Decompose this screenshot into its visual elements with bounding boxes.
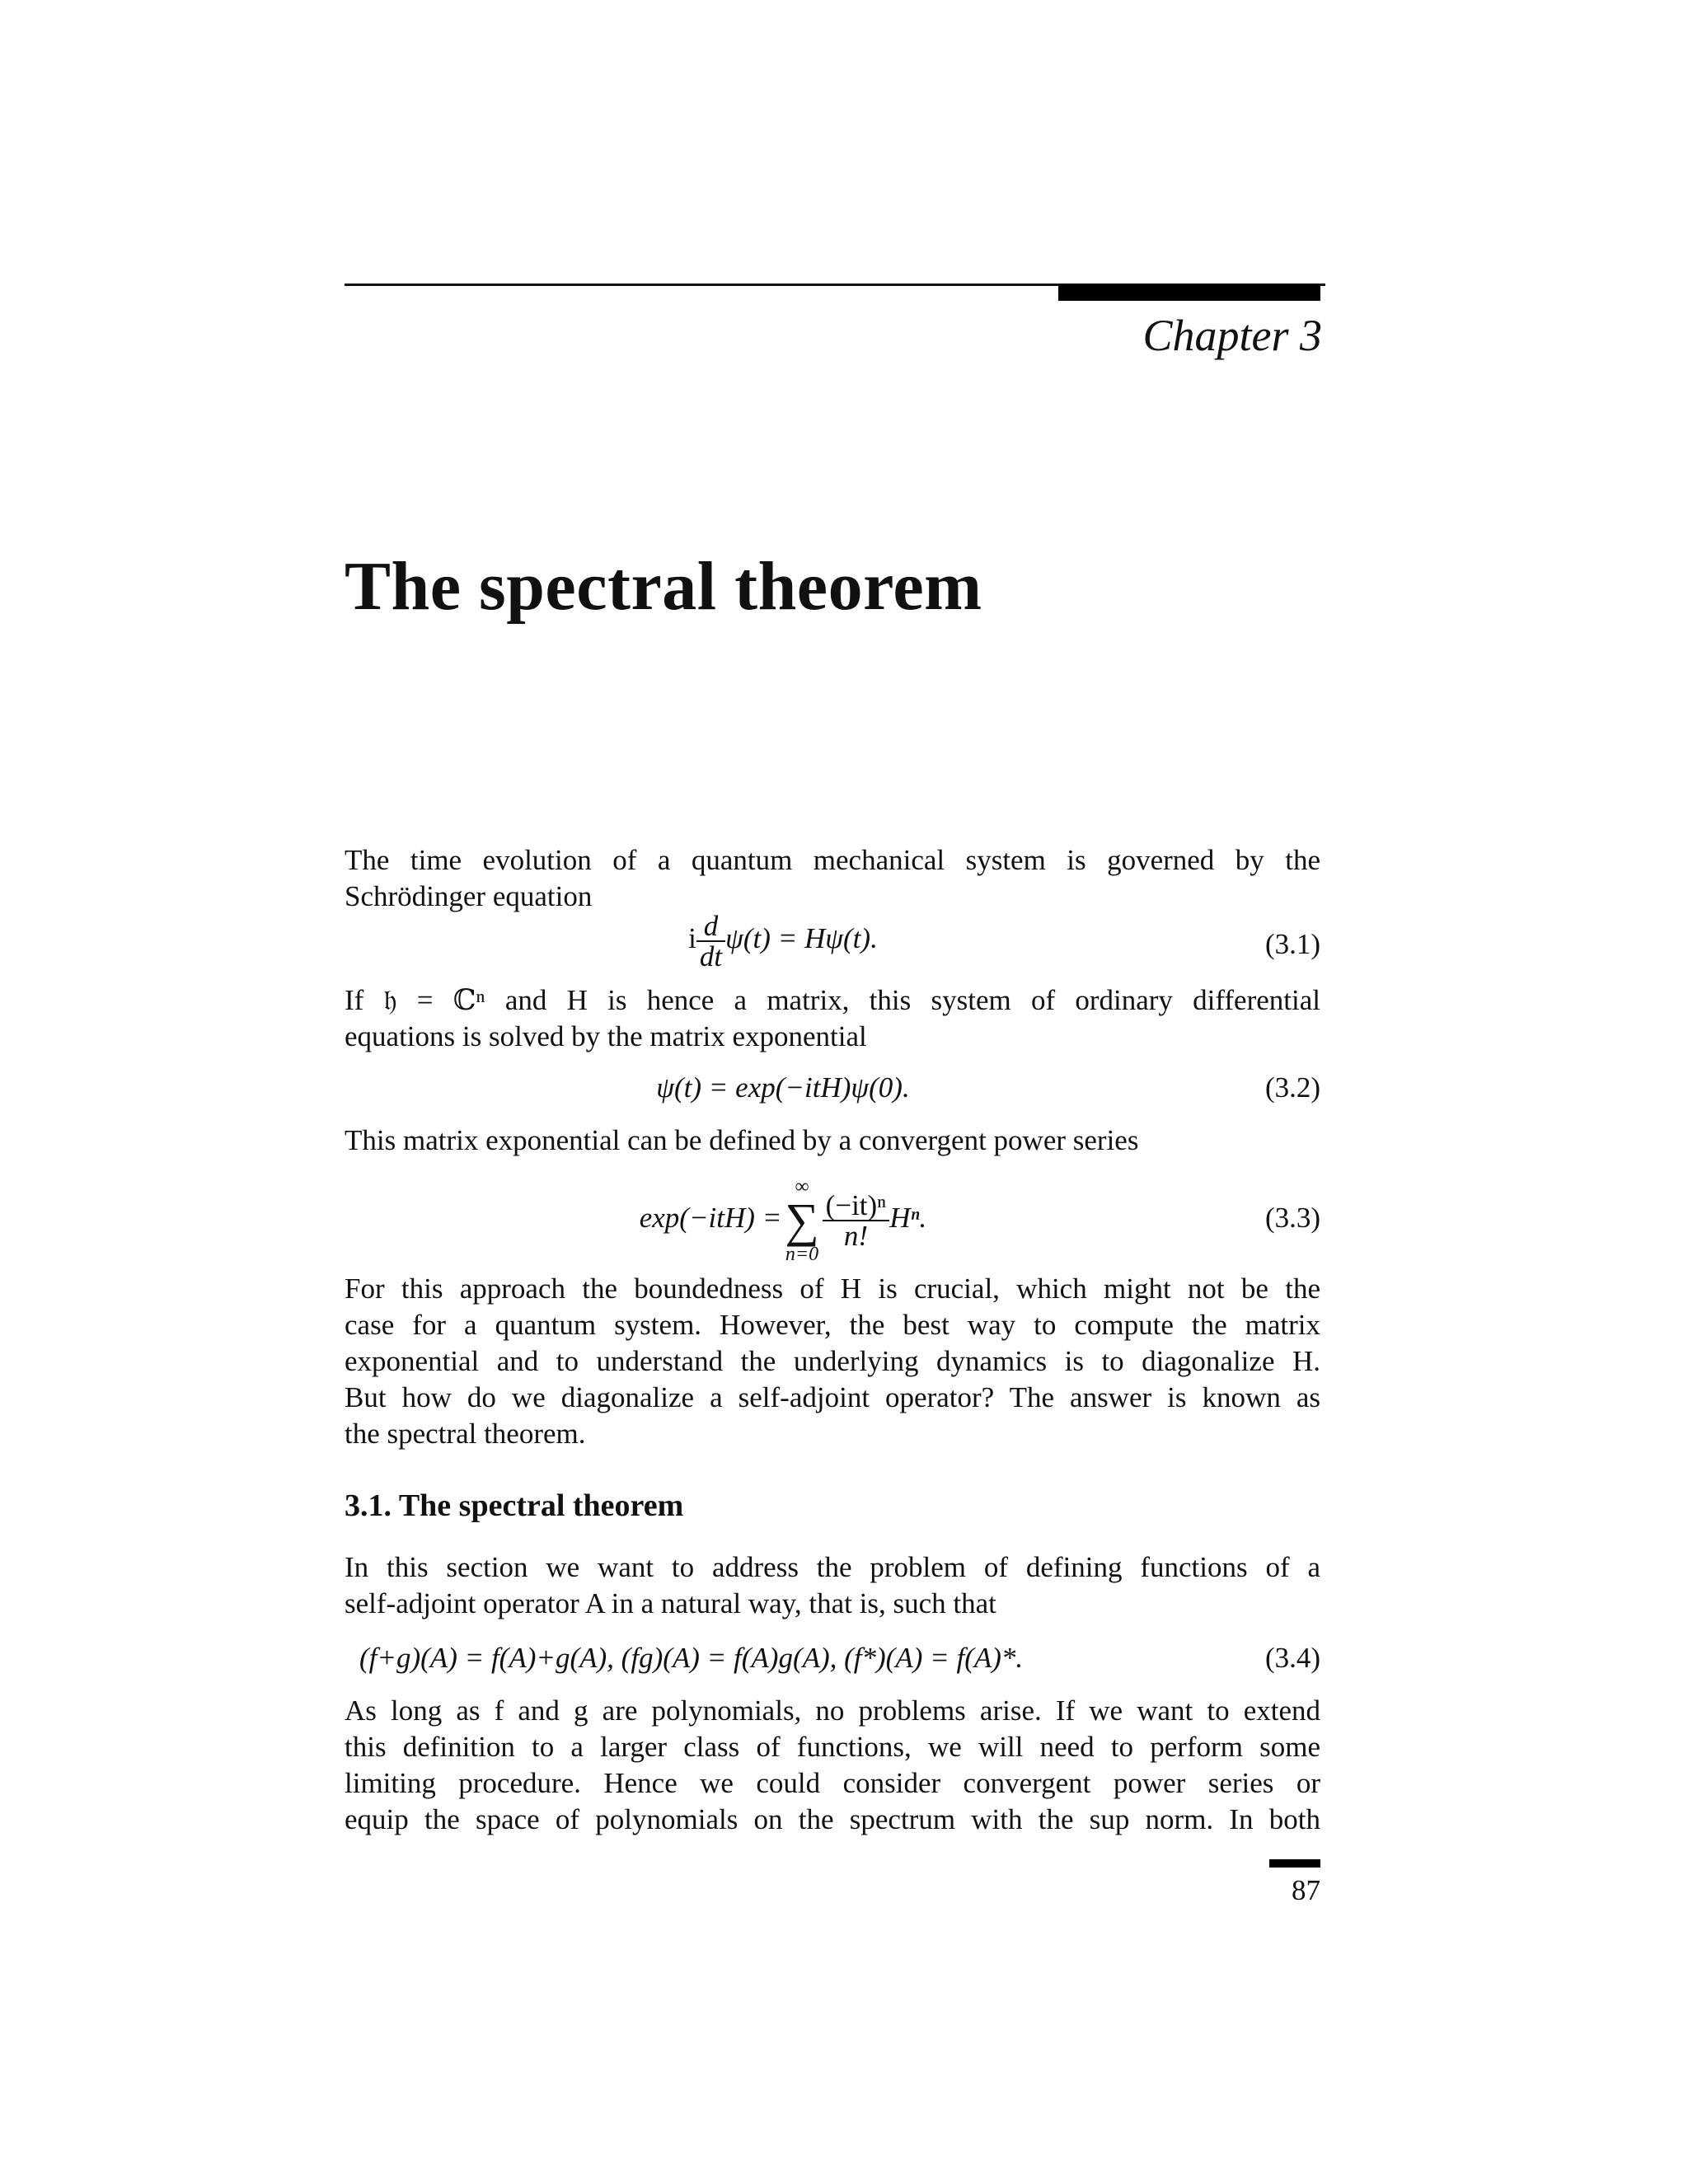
paragraph-line: But how do we diagonalize a self-adjoint operator? The answer is known as (345, 1381, 1320, 1413)
intro-paragraph (345, 842, 1320, 915)
paragraph-line: this definition to a larger class of functions, we will need to perform some (345, 1731, 1320, 1763)
sum-symbol: ∑ (785, 1193, 819, 1247)
paragraph-line: exponential and to understand the underlying dynamics is to diagonalize H. (345, 1345, 1320, 1377)
page-number: 87 (1292, 1874, 1320, 1906)
paragraph-line: For this approach the boundedness of H is crucial, which might not be the (345, 1272, 1320, 1305)
summation (785, 1177, 818, 1264)
equation-number: (3.3) (1264, 1202, 1320, 1234)
section-heading: 3.1. The spectral theorem (345, 1488, 684, 1523)
equation-3-1 (345, 912, 1320, 977)
paragraph-line: case for a quantum system. However, the best way to compute the matrix (345, 1309, 1320, 1341)
series-fraction (823, 1188, 890, 1252)
paragraph-line: equations is solved by the matrix exponential (345, 1020, 867, 1052)
equation-expression: ψ(t) = Hψ(t). (725, 922, 878, 955)
equation-number: (3.1) (1264, 928, 1320, 960)
sum-upper-limit: ∞ (795, 1175, 809, 1197)
fraction-numerator: d (696, 912, 725, 942)
equation-3-2 (345, 1070, 1320, 1106)
sum-lower-limit: n=0 (785, 1243, 819, 1265)
paragraph-line: As long as f and g are polynomials, no problems arise. If we want to extend (345, 1694, 1320, 1727)
equation-number: (3.4) (1264, 1642, 1320, 1674)
chapter-rule-thick (1058, 284, 1320, 301)
chapter-title: The spectral theorem (345, 548, 982, 625)
paragraph-6 (345, 1693, 1320, 1838)
equation-expression: ψ(t) = exp(−itH)ψ(0). (656, 1071, 910, 1104)
equation-lhs: exp(−itH) = (639, 1202, 782, 1234)
paragraph-line: limiting procedure. Hence we could consider convergent power series or (345, 1767, 1320, 1799)
equation-expression: (f+g)(A) = f(A)+g(A), (fg)(A) = f(A)g(A), (f*)(A) = f(A)*. (359, 1642, 1024, 1674)
equation-rhs: Hⁿ. (889, 1202, 927, 1234)
paragraph-2 (345, 982, 1320, 1055)
paragraph-line: self-adjoint operator A in a natural way, that is, such that (345, 1587, 996, 1619)
fraction-denominator: n! (843, 1219, 869, 1252)
chapter-label: Chapter 3 (1142, 311, 1322, 360)
paragraph-3 (345, 1122, 1320, 1159)
paragraph-line: In this section we want to address the problem of defining functions of a (345, 1551, 1320, 1583)
equation-body (345, 912, 1221, 971)
paragraph-line: The time evolution of a quantum mechanical system is governed by the (345, 844, 1320, 876)
equation-3-4 (345, 1640, 1320, 1676)
equation-prefix: i (688, 922, 696, 955)
derivative-fraction (696, 912, 725, 971)
paragraph-line: equip the space of polynomials on the spectrum with the sup norm. In both (345, 1803, 1320, 1835)
paragraph-line: Schrödinger equation (345, 880, 593, 912)
fraction-denominator: dt (699, 940, 723, 972)
paragraph-line: the spectral theorem. (345, 1418, 586, 1450)
fraction-numerator: (−it)ⁿ (823, 1191, 890, 1221)
paragraph-5 (345, 1549, 1320, 1622)
paragraph-line: If 𝔥 = ℂⁿ and H is hence a matrix, this system of ordinary differential (345, 984, 1320, 1016)
equation-body (345, 1169, 1221, 1268)
paragraph-4 (345, 1271, 1320, 1452)
equation-number: (3.2) (1264, 1071, 1320, 1104)
footer-bar (1269, 1859, 1320, 1868)
equation-3-3 (345, 1169, 1320, 1268)
paragraph-line: This matrix exponential can be defined by a convergent power series (345, 1124, 1139, 1156)
